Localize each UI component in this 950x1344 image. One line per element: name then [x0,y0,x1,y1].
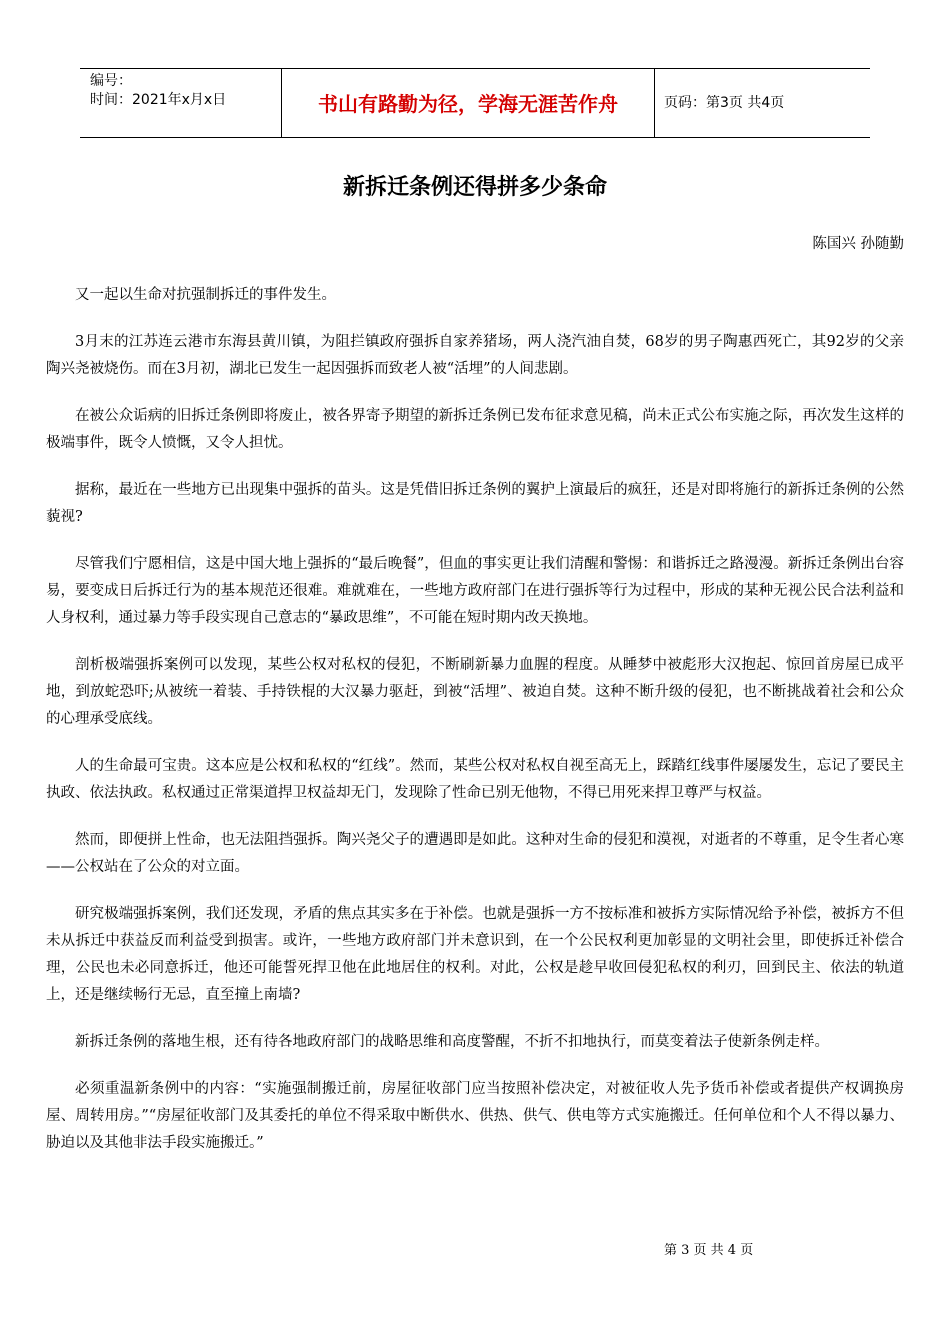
number-label: 编号： [90,73,132,89]
paragraph: 然而，即便拼上性命，也无法阻挡强拆。陶兴尧父子的遭遇即是如此。这种对生命的侵犯和漠视，对逝者的不尊重，足令生者心寒——公权站在了公众的对立面。 [46,832,904,875]
article-body [46,282,904,1177]
page-label: 页码：第3页 共4页 [664,95,785,111]
paragraph: 必须重温新条例中的内容：“实施强制搬迁前，房屋征收部门应当按照补偿决定，对被征收人先予货币补偿或者提供产权调换房屋、周转用房。”“房屋征收部门及其委托的单位不得采取中断供水、供热、供气、供电等方式实施搬迁。任何单位和个人不得以暴力、胁迫以及其他非法手段实施搬迁。” [46,1081,904,1151]
header-motto-cell [282,69,655,137]
article-author: 陈国兴 孙随勤 [812,236,904,252]
motto: 书山有路勤为径，学海无涯苦作舟 [318,92,618,116]
paragraph: 尽管我们宁愿相信，这是中国大地上强拆的“最后晚餐”，但血的事实更让我们清醒和警惕：和谐拆迁之路漫漫。新拆迁条例出台容易，要变成日后拆迁行为的基本规范还很难。难就难在，一些地方政府部门在进行强拆等行为过程中，形成的某种无视公民合法利益和人身权利，通过暴力等手段实现自己意志的“暴政思维”，不可能在短时期内改天换地。 [46,556,904,626]
document-header [80,68,870,138]
paragraph: 据称，最近在一些地方已出现集中强拆的苗头。这是凭借旧拆迁条例的翼护上演最后的疯狂，还是对即将施行的新拆迁条例的公然藐视? [46,482,904,525]
header-info-cell [80,69,282,137]
paragraph: 3月末的江苏连云港市东海县黄川镇，为阻拦镇政府强拆自家养猪场，两人浇汽油自焚，68岁的男子陶惠西死亡，其92岁的父亲陶兴尧被烧伤。而在3月初，湖北已发生一起因强拆而致老人被“活埋”的人间悲剧。 [46,334,904,377]
paragraph: 在被公众诟病的旧拆迁条例即将废止，被各界寄予期望的新拆迁条例已发布征求意见稿，尚未正式公布实施之际，再次发生这样的极端事件，既令人愤慨，又令人担忧。 [46,408,904,451]
paragraph: 人的生命最可宝贵。这本应是公权和私权的“红线”。然而，某些公权对私权自视至高无上，踩踏红线事件屡屡发生，忘记了要民主执政、依法执政。私权通过正常渠道捍卫权益却无门，发现除了性命已别无他物，不得已用死来捍卫尊严与权益。 [46,758,904,801]
time-label: 时间：2021年x月x日 [90,92,227,108]
paragraph: 又一起以生命对抗强制拆迁的事件发生。 [75,287,336,303]
paragraph: 新拆迁条例的落地生根，还有待各地政府部门的战略思维和高度警醒，不折不扣地执行，而莫变着法子使新条例走样。 [75,1034,829,1050]
paragraph: 研究极端强拆案例，我们还发现，矛盾的焦点其实多在于补偿。也就是强拆一方不按标准和被拆方实际情况给予补偿，被拆方不但未从拆迁中获益反而利益受到损害。或许，一些地方政府部门并未意识到，在一个公民权利更加彰显的文明社会里，即使拆迁补偿合理，公民也未必同意拆迁，他还可能誓死捍卫他在此地居住的权利。对此，公权是趁早收回侵犯私权的利刃，回到民主、依法的轨道上，还是继续畅行无忌，直至撞上南墙? [46,906,904,1003]
header-page-cell [656,69,870,137]
page-footer: 第 3 页 共 4 页 [664,1243,754,1258]
paragraph: 剖析极端强拆案例可以发现，某些公权对私权的侵犯，不断刷新暴力血腥的程度。从睡梦中被彪形大汉抱起、惊回首房屋已成平地，到放蛇恐吓;从被统一着装、手持铁棍的大汉暴力驱赶，到被“活埋”、被迫自焚。这种不断升级的侵犯，也不断挑战着社会和公众的心理承受底线。 [46,657,904,727]
article-title: 新拆迁条例还得拼多少条命 [342,175,607,200]
